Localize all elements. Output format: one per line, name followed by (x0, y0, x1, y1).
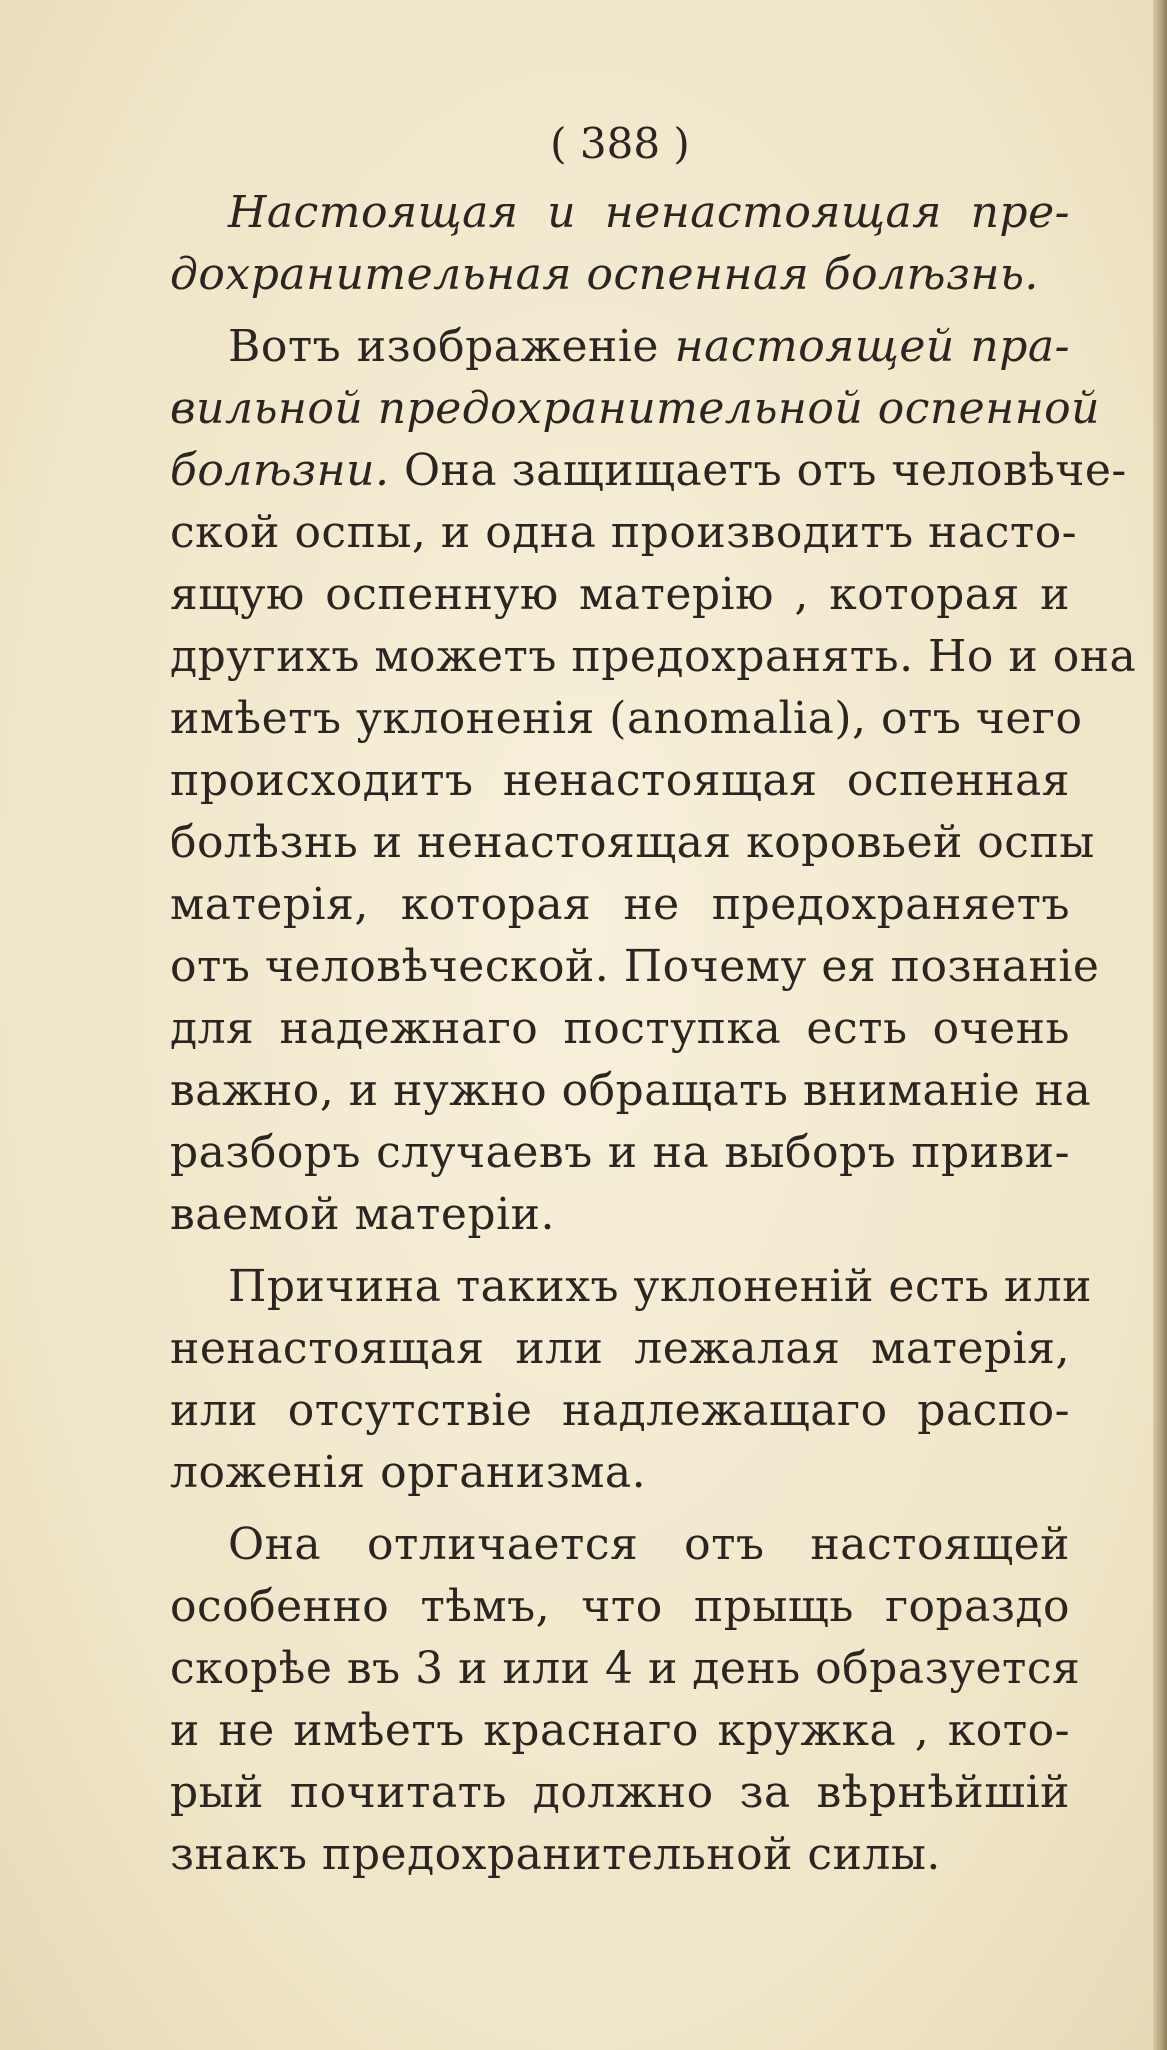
text-run: Вотъ изображенiе (228, 321, 675, 372)
paragraph-1-line: другихъ можетъ предохранять. Но и она (170, 631, 1137, 682)
paragraph-1-line: отъ человѣческой. Почему ея познанiе (170, 941, 1100, 992)
paragraph-1-line-3 (170, 440, 1127, 502)
paragraph-1-line: болѣзнь и ненастоящая коровьей оспы (170, 817, 1095, 868)
emphasis-run: настоящей пра- (674, 321, 1070, 372)
page-number: ( 388 ) (550, 119, 690, 168)
emphasis-run: болѣзни. (170, 445, 390, 496)
paragraph-3-line: скорѣе въ 3 и или 4 и день образуется (170, 1643, 1081, 1694)
paragraph-1-line: ской оспы, и одна производитъ насто- (170, 507, 1078, 558)
paragraph-1-line: важно, и нужно обращать вниманiе на (170, 1065, 1092, 1116)
paragraph-1-line: для надежнаго поступка есть очень (170, 1003, 1070, 1054)
paragraph-1-line-2: вильной предохранительной оспенной (170, 383, 1100, 434)
paragraph-1-line-1 (170, 316, 1070, 378)
paragraph-2-line: ложенiя организма. (170, 1447, 647, 1498)
paragraph-3-line: знакъ предохранительной силы. (170, 1829, 941, 1880)
paragraph-1-line: происходитъ ненастоящая оспенная (170, 755, 1070, 806)
paragraph-1-line: ящую оспенную матерiю , которая и (170, 569, 1070, 620)
paragraph-3-line: и не имѣетъ краснаго кружка , кото- (170, 1705, 1070, 1756)
paragraph-2-line: ненастоящая или лежалая матерiя, (170, 1323, 1070, 1374)
paragraph-1-line: ваемой матерiи. (170, 1189, 555, 1240)
paragraph-1-line: разборъ случаевъ и на выборъ приви- (170, 1127, 1070, 1178)
heading-line-2: дохранительная оспенная болѣзнь. (170, 249, 1039, 300)
page-text (170, 110, 1137, 1886)
paragraph-3-line: рый почитать должно за вѣрнѣйшiй (170, 1767, 1070, 1818)
paragraph-3-line: Она отличается отъ настоящей (228, 1519, 1070, 1570)
heading-line-1: Настоящая и ненастоящая пре- (228, 187, 1070, 238)
paragraph-2-line: Причина такихъ уклоненiй есть или (228, 1261, 1092, 1312)
paragraph-2-line: или отсутствiе надлежащаго распо- (170, 1385, 1070, 1436)
paragraph-1-line: матерiя, которая не предохраняетъ (170, 879, 1070, 930)
paragraph-3-line: особенно тѣмъ, что прыщь гораздо (170, 1581, 1070, 1632)
page-edge (1153, 0, 1167, 2050)
text-run: Она защищаетъ отъ человѣче- (389, 445, 1127, 496)
paragraph-1-line: имѣетъ уклоненiя (anomalia), отъ чего (170, 693, 1083, 744)
